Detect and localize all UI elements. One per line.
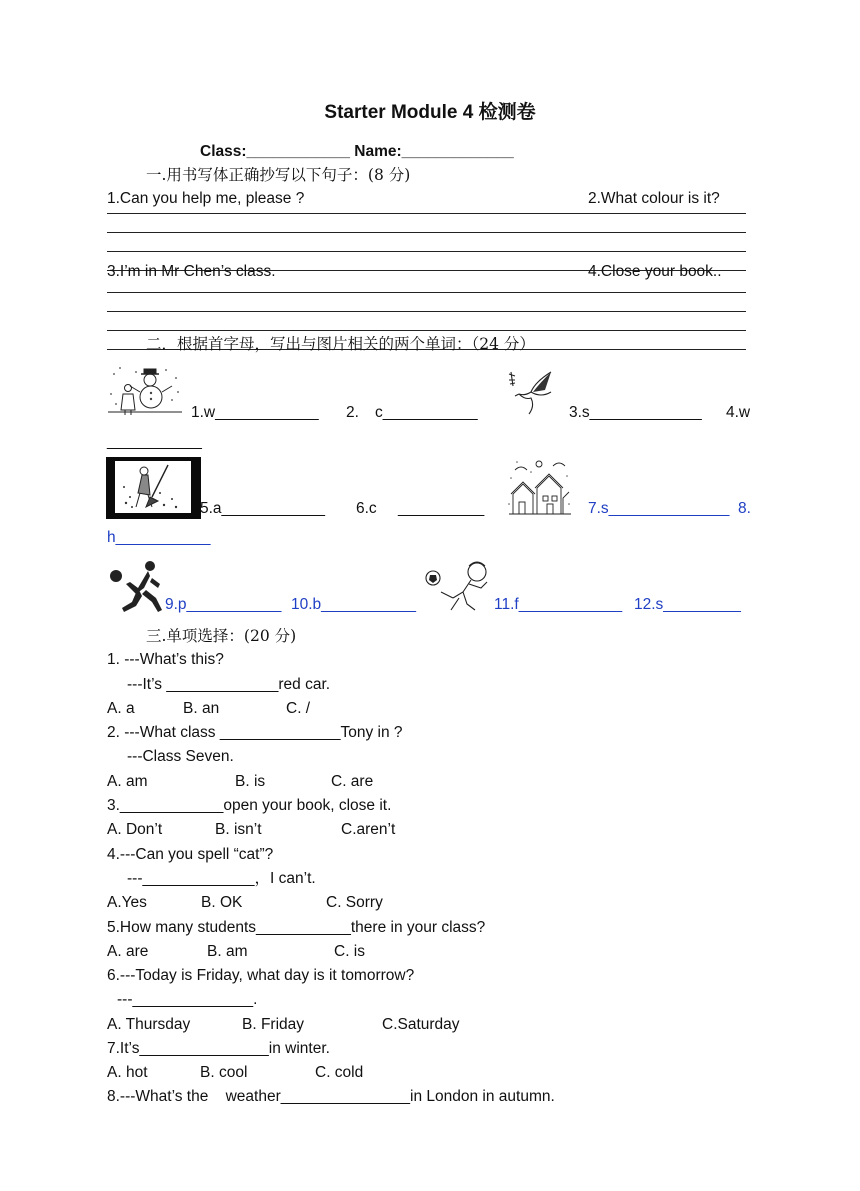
option-4c: C. Sorry [326, 894, 383, 911]
blank-11: 11.f____________ [494, 596, 623, 613]
blank-1: 1.w____________ [191, 404, 319, 421]
option-6a: A. Thursday [107, 1016, 191, 1033]
blank-4: ___________ [107, 433, 202, 450]
option-7a: A. hot [107, 1064, 148, 1081]
option-4b: B. OK [201, 894, 243, 911]
writing-line [107, 311, 746, 312]
sentence-3: 3.I’m in Mr Chen’s class. [107, 263, 276, 280]
basketball-player-picture [108, 558, 166, 614]
option-7b: B. cool [200, 1064, 248, 1081]
question-6: 6.---Today is Friday, what day is it tomorrow? [107, 967, 415, 984]
question-6-answer: ---______________. [117, 991, 258, 1008]
swallow-picture [505, 364, 557, 416]
sentence-4: 4.Close your book.. [588, 263, 722, 280]
option-2a: A. am [107, 773, 148, 790]
sweeping-leaves-picture [106, 457, 201, 519]
blank-6: __________ [398, 500, 485, 517]
question-1: 1. ---What’s this? [107, 651, 224, 668]
blank-9: 9.p___________ [165, 596, 282, 613]
blank-12: 12.s_________ [634, 596, 741, 613]
writing-line [107, 232, 746, 233]
blank-2-number: 2. [346, 404, 359, 421]
blank-3: 3.s_____________ [569, 404, 702, 421]
writing-line [107, 292, 746, 293]
blank-10: 10.b___________ [291, 596, 416, 613]
option-1b: B. an [183, 700, 220, 717]
blank-4-number: 4.w [726, 404, 751, 421]
section1-heading: 一.用书写体正确抄写以下句子：(8 分) [146, 166, 411, 184]
page-title: Starter Module 4 检测卷 [324, 102, 536, 123]
writing-line [107, 213, 746, 214]
question-2: 2. ---What class ______________Tony in ? [107, 724, 403, 741]
option-1a: A. a [107, 700, 135, 717]
question-8: 8.---What’s the weather_______________in London in autumn. [107, 1088, 555, 1105]
option-2c: C. are [331, 773, 374, 790]
blank-2: c___________ [375, 404, 478, 421]
question-4: 4.---Can you spell “cat”? [107, 846, 274, 863]
option-2b: B. is [235, 773, 266, 790]
option-1c: C. / [286, 700, 311, 717]
option-5a: A. are [107, 943, 149, 960]
class-name-line: Class:____________ Name:_____________ [200, 143, 514, 160]
question-2-answer: ---Class Seven. [127, 748, 234, 765]
section2-heading: 二．根据首字母，写出与图片相关的两个单词：（24 分） [146, 335, 535, 353]
question-1-answer: ---It’s _____________red car. [127, 676, 331, 693]
option-6c: C.Saturday [382, 1016, 460, 1033]
sentence-1: 1.Can you help me, please ? [107, 190, 305, 207]
option-5b: B. am [207, 943, 248, 960]
question-4-answer: ---_____________，I can’t. [127, 870, 316, 887]
option-3a: A. Don’t [107, 821, 163, 838]
option-4a: A.Yes [107, 894, 147, 911]
blank-6-number: 6.c [356, 500, 377, 517]
blank-8: h___________ [107, 529, 211, 546]
sentence-2: 2.What colour is it? [588, 190, 720, 207]
question-3: 3.____________open your book, close it. [107, 797, 392, 814]
option-3c: C.aren’t [341, 821, 396, 838]
blank-5: 5.a____________ [200, 500, 325, 517]
writing-line [107, 251, 746, 252]
question-7: 7.It’s_______________in winter. [107, 1040, 330, 1057]
blank-7: 7.s______________ [588, 500, 730, 517]
section3-heading: 三.单项选择：(20 分) [146, 627, 297, 645]
snowman-picture [106, 364, 184, 416]
writing-line [107, 330, 746, 331]
option-6b: B. Friday [242, 1016, 305, 1033]
football-boy-picture [423, 558, 495, 614]
option-5c: C. is [334, 943, 365, 960]
blank-8-number: 8. [738, 500, 751, 517]
snowy-village-picture [507, 458, 573, 516]
option-7c: C. cold [315, 1064, 364, 1081]
option-3b: B. isn’t [215, 821, 262, 838]
question-5: 5.How many students___________there in your class? [107, 919, 486, 936]
